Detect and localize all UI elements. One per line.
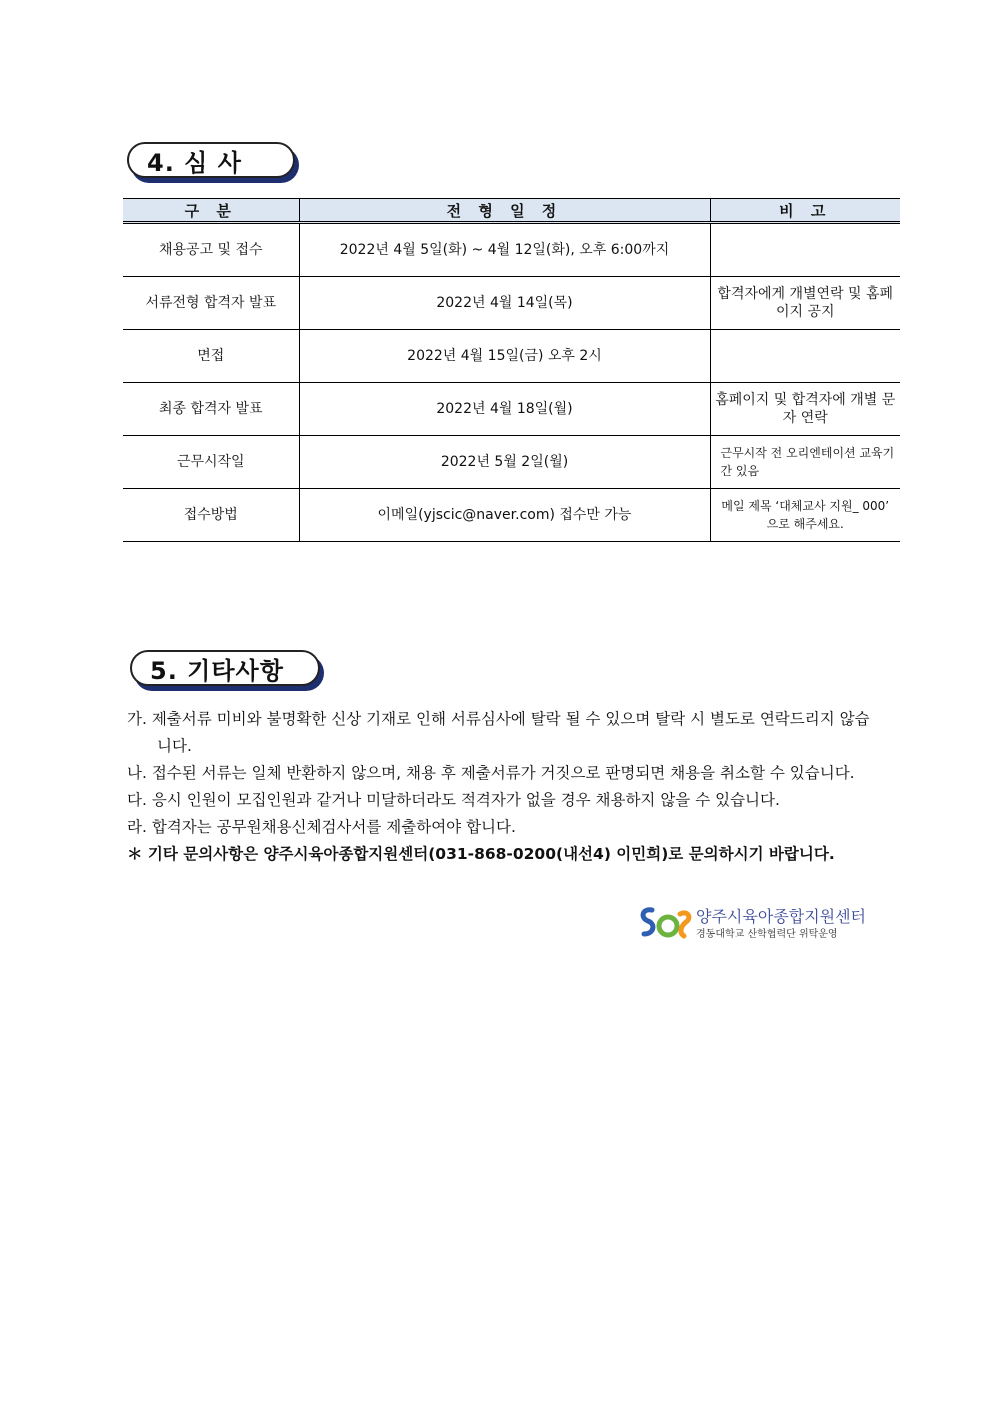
notes-list (127, 706, 877, 868)
header-category: 구 분 (123, 199, 299, 223)
row-note (710, 223, 900, 277)
note-item: 라. 합격자는 공무원채용신체검사서를 제출하여야 합니다. (127, 818, 516, 836)
table-row (123, 223, 900, 277)
row-schedule: 2022년 4월 5일(화) ~ 4월 12일(화), 오후 6:00까지 (299, 223, 710, 277)
section-4-title-text: 4. 심 사 (147, 148, 242, 177)
header-note: 비 고 (710, 199, 900, 223)
row-note: 근무시작 전 오리엔테이션 교육기간 있음 (710, 436, 900, 489)
table-row (123, 489, 900, 542)
row-note: 합격자에게 개별연락 및 홈페이지 공지 (710, 277, 900, 330)
logo-mark-icon (638, 904, 692, 940)
row-category: 채용공고 및 접수 (123, 223, 299, 277)
table-row (123, 436, 900, 489)
row-schedule: 2022년 4월 18일(월) (299, 383, 710, 436)
table-row (123, 277, 900, 330)
row-category: 최종 합격자 발표 (123, 383, 299, 436)
header-schedule: 전 형 일 정 (299, 199, 710, 223)
center-logo (638, 904, 878, 940)
note-item: 가. 제출서류 미비와 불명확한 신상 기재로 인해 서류심사에 탈락 될 수 있으며 탈락 시 별도로 연락드리지 않습니다. (127, 710, 870, 755)
logo-subtitle: 경동대학교 산학협력단 위탁운영 (696, 929, 838, 940)
row-schedule: 이메일(yjscic@naver.com) 접수만 가능 (299, 489, 710, 542)
logo-title: 양주시육아종합지원센터 (696, 907, 867, 926)
row-schedule: 2022년 4월 14일(목) (299, 277, 710, 330)
row-schedule: 2022년 4월 15일(금) 오후 2시 (299, 330, 710, 383)
note-item: 나. 접수된 서류는 일체 반환하지 않으며, 채용 후 제출서류가 거짓으로 판명되면 채용을 취소할 수 있습니다. (127, 764, 855, 782)
section-5-title-text: 5. 기타사항 (150, 656, 284, 685)
table-header-row (123, 199, 900, 223)
row-category: 면접 (123, 330, 299, 383)
row-note (710, 330, 900, 383)
note-item: 다. 응시 인원이 모집인원과 같거나 미달하더라도 적격자가 없을 경우 채용하지 않을 수 있습니다. (127, 791, 780, 809)
table-row (123, 330, 900, 383)
section-4-title (127, 142, 295, 178)
row-category: 근무시작일 (123, 436, 299, 489)
section-5-title (130, 650, 320, 686)
row-category: 접수방법 (123, 489, 299, 542)
table-row (123, 383, 900, 436)
schedule-table (123, 198, 900, 542)
row-note: 홈페이지 및 합격자에 개별 문자 연락 (710, 383, 900, 436)
row-note: 메일 제목 ‘대체교사 지원_ 000’ 으로 해주세요. (710, 489, 900, 542)
contact-note: ＊ 기타 문의사항은 양주시육아종합지원센터(031-868-0200(내선4) 이민희)로 문의하시기 바랍니다. (127, 845, 835, 863)
row-category: 서류전형 합격자 발표 (123, 277, 299, 330)
row-schedule: 2022년 5월 2일(월) (299, 436, 710, 489)
